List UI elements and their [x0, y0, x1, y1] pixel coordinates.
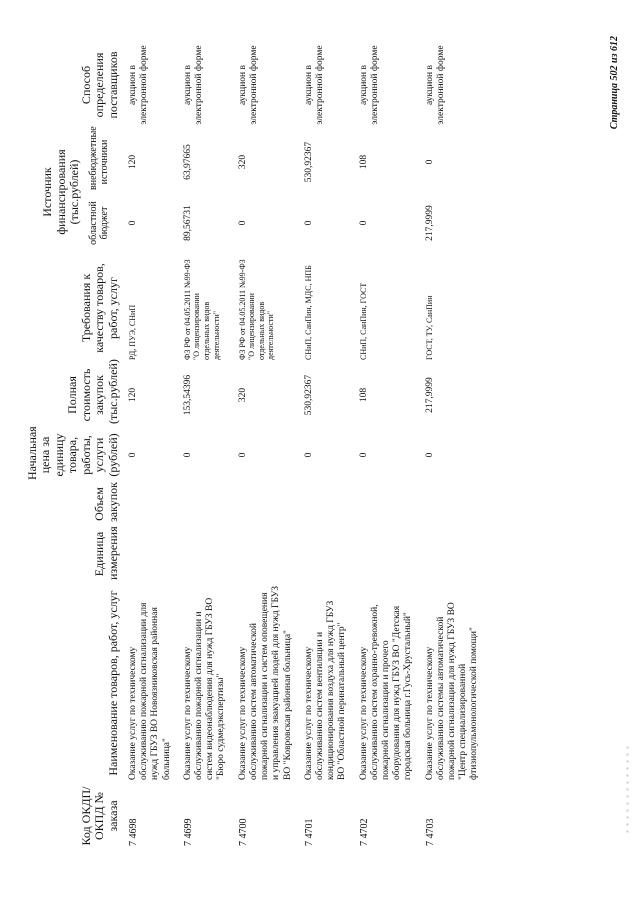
cell-code: 7 4701: [303, 818, 315, 846]
cell-volume: [232, 483, 298, 525]
cell-extra: 108: [358, 154, 369, 170]
table-row: [298, 39, 353, 849]
cell-method: аукцион в электронной форме: [358, 45, 380, 125]
table-row: [353, 39, 419, 849]
cell-volume: [419, 483, 485, 525]
cell-volume: [122, 483, 177, 525]
cell-requirements: ФЗ РФ от 04.05.2011 №99-ФЗ "О лицензировании отдельных видов деятельности": [237, 259, 276, 360]
page-number: Страница 502 из 612: [609, 36, 620, 130]
scan-noise: [624, 745, 632, 835]
cell-name: Оказание услуг по техническому обслуживанию пожарной сигнализации для нужд ГБУЗ ВО Новоязниковская районная больница": [128, 602, 172, 780]
header-unit: Единица измерения: [92, 526, 120, 580]
cell-extra: 320: [237, 154, 248, 170]
cell-extra: 63,97665: [182, 144, 193, 180]
header-financing: Источник финансирования (тыс.рублей): [40, 149, 82, 235]
table-row: [122, 39, 177, 849]
cell-name: Оказание услуг по техническому обслуживанию системы автоматической пожарной сигнализации для нужд ГБУЗ ВО "Центр специализированной фтизиопульмонологической помощи": [424, 602, 480, 780]
procurement-plan-table: [24, 39, 485, 849]
cell-unit: [298, 525, 353, 583]
cell-unit-price: 0: [303, 452, 314, 458]
cell-requirements: РД, ПУЭ, СНиП: [128, 304, 138, 360]
cell-code: 7 4698: [128, 818, 140, 846]
cell-extra: 530,92367: [303, 141, 314, 183]
cell-name: Оказание услуг по техническому обслуживанию пожарной сигнализации и систем видеонаблюдения для нужд ГБУЗ ВО "Бюро судмедэкспертизы": [182, 597, 227, 780]
cell-code: 7 4699: [182, 818, 194, 846]
cell-total: 217,9999: [424, 377, 435, 413]
cell-requirements: СНиП, СанПин, МДС, НПБ: [303, 265, 313, 360]
header-financing-regional: областной бюджет: [87, 201, 110, 245]
cell-unit: [353, 525, 419, 583]
cell-total: 530,92367: [303, 374, 314, 416]
cell-regional: 0: [237, 220, 248, 226]
header-name: Наименование товаров, работ, услуг: [105, 590, 120, 776]
cell-method: аукцион в электронной форме: [237, 45, 259, 125]
header-method: Способ определения поставщиков: [78, 51, 120, 119]
cell-unit-price: 0: [424, 452, 435, 458]
cell-code: 7 4703: [424, 818, 436, 846]
table-header: [24, 39, 122, 849]
cell-extra: 0: [424, 159, 435, 165]
cell-requirements: СНиП, СанПин, ГОСТ: [358, 282, 368, 360]
table-row: [177, 39, 232, 849]
cell-regional: 0: [303, 220, 314, 226]
cell-regional: 89,56731: [182, 205, 193, 241]
cell-extra: 120: [128, 154, 139, 170]
cell-method: аукцион в электронной форме: [182, 45, 205, 125]
cell-requirements: ФЗ РФ от 04.05.2011 №99-ФЗ "О лицензировании отдельных видов деятельности": [182, 259, 221, 360]
table-row: [232, 39, 298, 849]
cell-volume: [353, 483, 419, 525]
cell-regional: 0: [358, 220, 369, 226]
cell-total: 108: [358, 387, 369, 403]
cell-name: Оказание услуг по техническому обслуживанию систем охранно-тревожной, пожарной сигнализации и прочего оборудования для нужд ГБУЗ ВО "Детская городская больница г.Гусь-Хрустальный": [358, 604, 414, 780]
header-requirements: Требования к качеству товаров, работ, услуг: [78, 263, 120, 353]
cell-total: 153,54396: [182, 374, 193, 416]
table-body: [122, 39, 484, 849]
cell-regional: 0: [128, 220, 139, 226]
cell-code: 7 4700: [237, 818, 249, 846]
table-row: [419, 39, 485, 849]
header-volume: Объем закупок: [92, 482, 120, 522]
header-code: Код ОКДП/ ОКПД № заказа: [78, 786, 120, 846]
header-total: Полная стоимость закупок (тыс.рублей): [65, 359, 120, 424]
header-unit-price: Начальная цена за единицу товара, работы, услуги (рублей): [25, 426, 120, 480]
cell-unit: [419, 525, 485, 583]
cell-unit-price: 0: [237, 452, 248, 458]
cell-name: Оказание услуг по техническому обслуживанию систем вентиляции и кондиционирования воздуха для нужд ГБУЗ ВО "Областной перинатальный центр": [303, 600, 348, 780]
cell-method: аукцион в электронной форме: [128, 45, 150, 125]
cell-unit-price: 0: [128, 452, 139, 458]
cell-unit-price: 0: [182, 452, 193, 458]
cell-unit-price: 0: [358, 452, 369, 458]
cell-volume: [177, 483, 232, 525]
header-financing-extra: внебюджетные источники: [87, 126, 110, 190]
cell-total: 120: [128, 387, 139, 403]
cell-code: 7 4702: [358, 818, 370, 846]
cell-method: аукцион в электронной форме: [424, 45, 446, 125]
cell-total: 320: [237, 387, 248, 403]
cell-unit: [232, 525, 298, 583]
cell-requirements: ГОСТ, ТУ, СанПин: [424, 295, 434, 360]
cell-volume: [298, 483, 353, 525]
cell-unit: [122, 525, 177, 583]
cell-unit: [177, 525, 232, 583]
cell-regional: 217,9999: [424, 205, 435, 241]
cell-name: Оказание услуг по техническому обслуживанию систем автоматической пожарной сигнализации и систем оповещения и управления эвакуацией людей для нужд ГБУЗ ВО "Ковровская районная больница": [237, 586, 293, 780]
cell-method: аукцион в электронной форме: [303, 45, 325, 125]
